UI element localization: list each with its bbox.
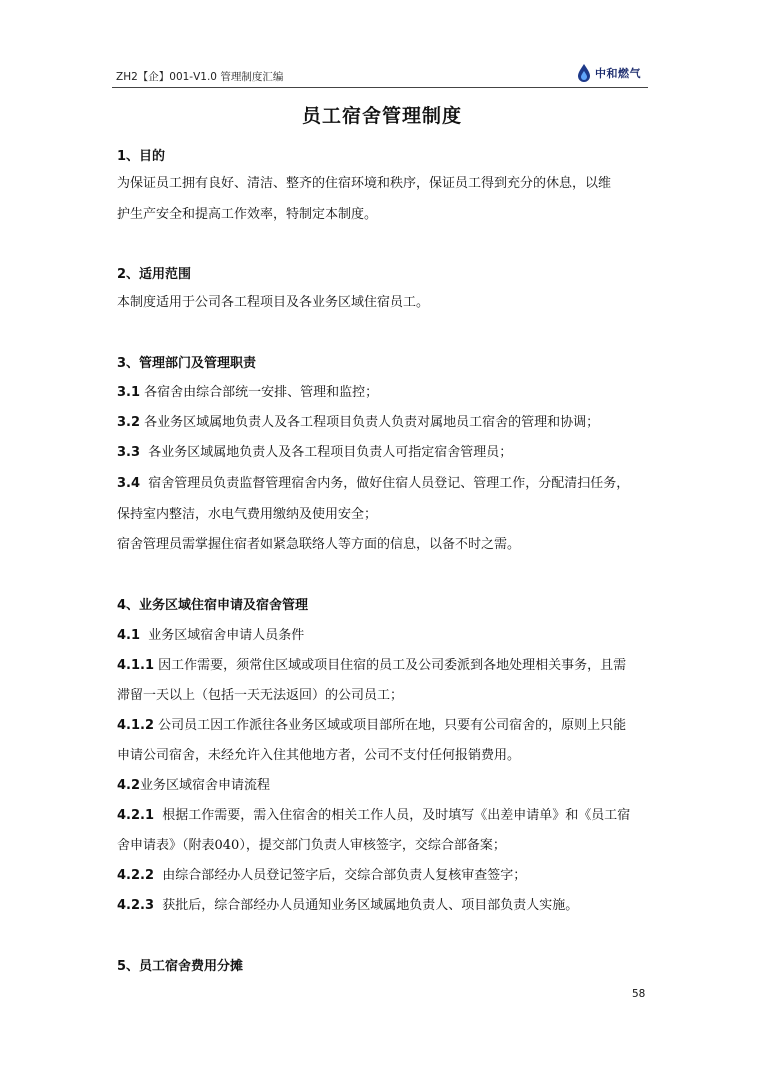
clause-text: 各宿舍由综合部统一安排、管理和监控； <box>144 385 379 400</box>
clause-text: 各业务区域属地负责人及各工程项目负责人可指定宿舍管理员； <box>148 445 513 460</box>
clause-text: 根据工作需要，需入住宿舍的相关工作人员，及时填写《出差申请单》和《员工宿 <box>162 808 631 823</box>
clause-text: 业务区域宿舍申请人员条件 <box>148 628 305 643</box>
company-logo <box>576 62 641 84</box>
clause-number: 3.1 <box>117 385 141 400</box>
clause-number: 3.3 <box>117 445 141 460</box>
clause-number: 4.2.3 <box>117 898 155 913</box>
paragraph-line: 为保证员工拥有良好、清洁、整齐的住宿环境和秩序，保证员工得到充分的休息，以维 <box>117 176 612 191</box>
section-heading-3: 3、管理部门及管理职责 <box>117 356 257 371</box>
clause-continuation: 舍申请表》（附表040），提交部门负责人审核签字，交综合部备案； <box>117 838 506 853</box>
clause-3-3 <box>117 441 647 460</box>
section-heading-4: 4、业务区域住宿申请及宿舍管理 <box>117 598 309 613</box>
paragraph-line: 宿舍管理员需掌握住宿者如紧急联络人等方面的信息，以备不时之需。 <box>117 537 521 552</box>
page-number: 58 <box>632 988 646 1000</box>
section-heading-1: 1、目的 <box>117 149 166 164</box>
clause-number: 3.2 <box>117 415 141 430</box>
clause-4-2 <box>117 774 647 793</box>
clause-continuation: 申请公司宿舍，未经允许入住其他地方者，公司不支付任何报销费用。 <box>117 748 521 763</box>
clause-3-2 <box>117 411 647 430</box>
clause-4-1-1 <box>117 654 647 673</box>
clause-text: 公司员工因工作派往各业务区域或项目部所在地，只要有公司宿舍的，原则上只能 <box>158 718 627 733</box>
header-divider <box>112 87 648 88</box>
flame-drop-icon <box>576 63 592 83</box>
clause-text: 因工作需要，须常住区域或项目住宿的员工及公司委派到各地处理相关事务，且需 <box>158 658 627 673</box>
clause-number: 4.1.1 <box>117 658 155 673</box>
clause-number: 4.1 <box>117 628 141 643</box>
clause-4-1-2 <box>117 714 647 733</box>
clause-4-2-3 <box>117 894 647 913</box>
paragraph-line: 本制度适用于公司各工程项目及各业务区域住宿员工。 <box>117 295 430 310</box>
clause-number: 4.2.2 <box>117 868 155 883</box>
header-doc-code: ZH2【企】001-V1.0 管理制度汇编 <box>116 71 284 83</box>
clause-4-1 <box>117 624 647 643</box>
clause-3-4 <box>117 472 647 491</box>
clause-continuation: 保持室内整洁，水电气费用缴纳及使用安全； <box>117 507 378 522</box>
page-title: 员工宿舍管理制度 <box>301 105 462 127</box>
clause-number: 4.1.2 <box>117 718 155 733</box>
clause-4-2-1 <box>117 804 647 823</box>
clause-continuation: 滞留一天以上（包括一天无法返回）的公司员工； <box>117 688 404 703</box>
section-heading-2: 2、适用范围 <box>117 267 192 282</box>
clause-text: 获批后，综合部经办人员通知业务区域属地负责人、项目部负责人实施。 <box>162 898 579 913</box>
clause-number: 3.4 <box>117 476 141 491</box>
clause-number: 4.2.1 <box>117 808 155 823</box>
paragraph-line: 护生产安全和提高工作效率，特制定本制度。 <box>117 207 378 222</box>
clause-text: 宿舍管理员负责监督管理宿舍内务，做好住宿人员登记、管理工作，分配清扫任务， <box>148 476 630 491</box>
clause-number: 4.2 <box>117 778 141 793</box>
clause-text: 由综合部经办人员登记签字后，交综合部负责人复核审查签字； <box>162 868 527 883</box>
clause-text: 各业务区域属地负责人及各工程项目负责人负责对属地员工宿舍的管理和协调； <box>144 415 600 430</box>
logo-text: 中和燃气 <box>595 67 641 80</box>
clause-4-2-2 <box>117 864 647 883</box>
section-heading-5: 5、员工宿舍费用分摊 <box>117 959 244 974</box>
clause-text: 业务区域宿舍申请流程 <box>140 778 271 793</box>
clause-3-1 <box>117 381 647 400</box>
